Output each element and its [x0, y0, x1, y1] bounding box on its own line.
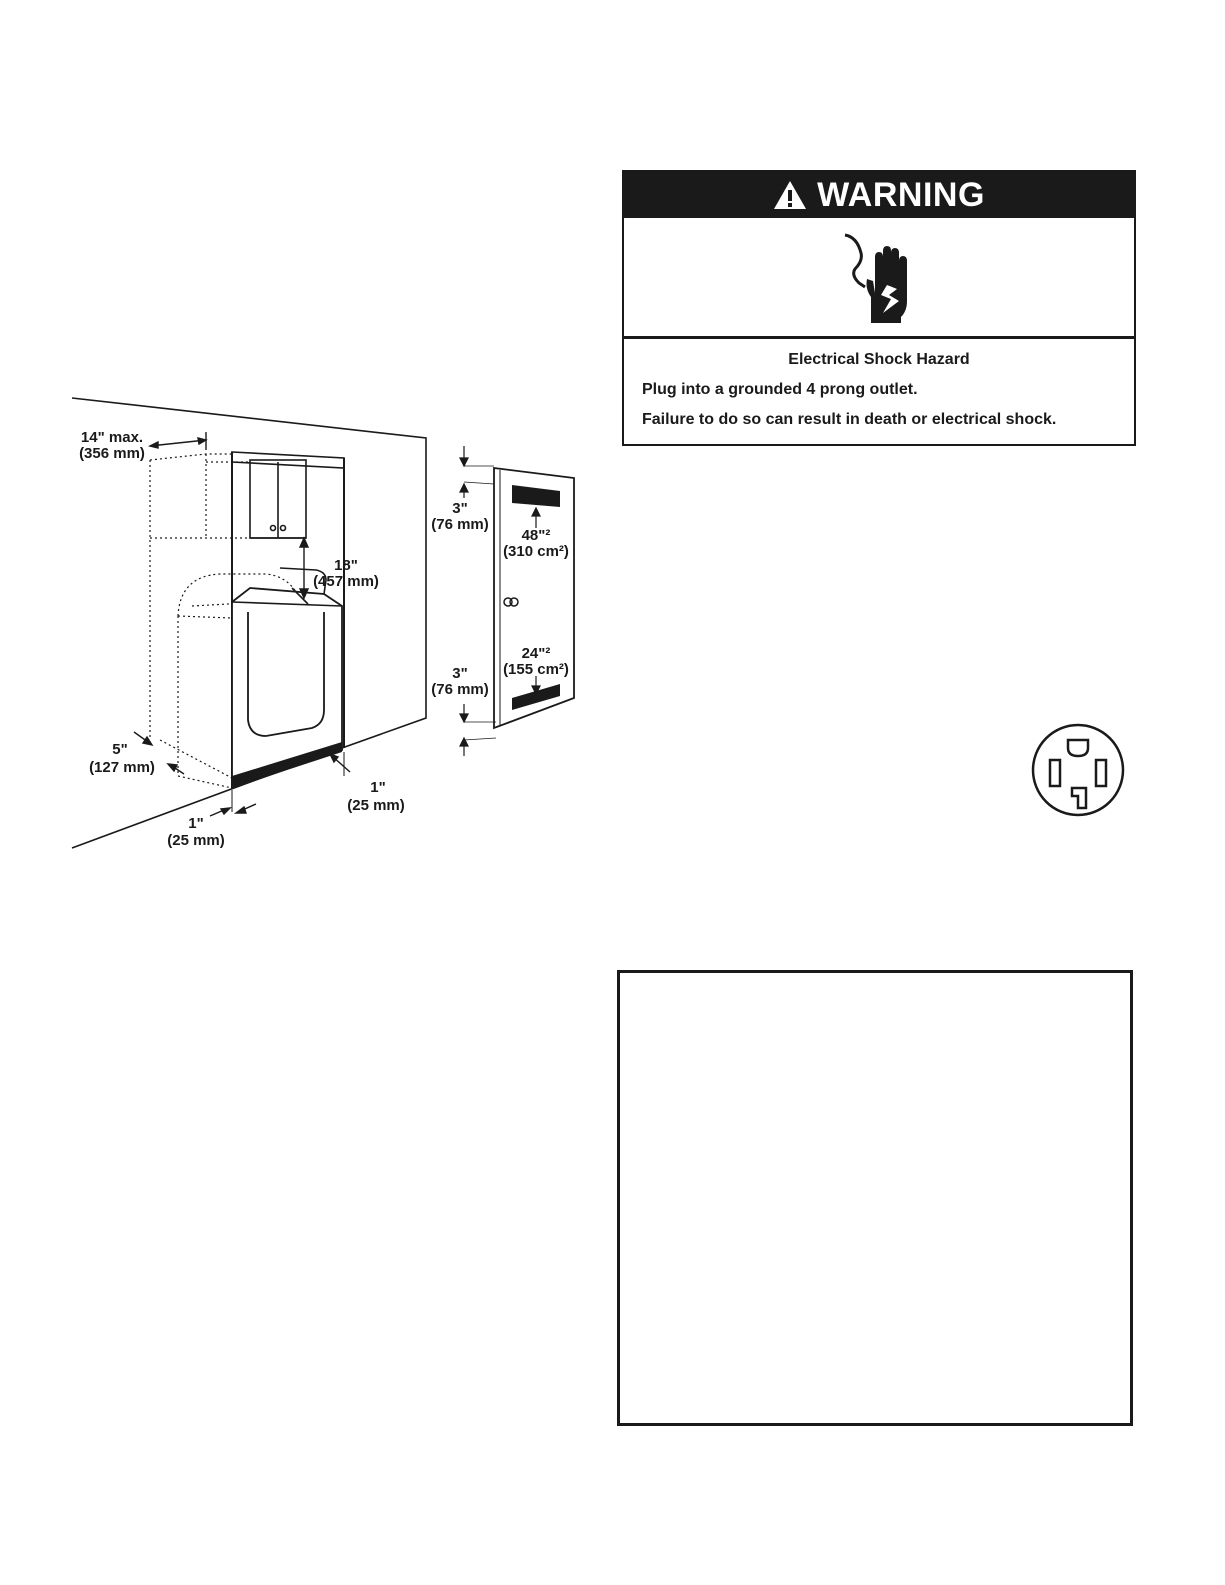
- label-door-top-gap-mm: (76 mm): [431, 516, 489, 533]
- warning-header: [624, 172, 1134, 218]
- hazard-title: Electrical Shock Hazard: [788, 351, 970, 368]
- label-top-vent-cm: (310 cm²): [503, 543, 569, 560]
- label-bottom-left: 1": [188, 815, 204, 832]
- warning-title: WARNING: [817, 175, 985, 214]
- 4-prong-outlet-icon: [1030, 722, 1126, 818]
- label-top-max-mm: (356 mm): [79, 445, 145, 462]
- warning-text: [624, 339, 1134, 429]
- electrical-shock-hand-icon: [839, 227, 919, 327]
- outlet-diagram: [1030, 722, 1126, 818]
- label-side-depth-mm: (127 mm): [89, 759, 155, 776]
- warning-line-2: Failure to do so can result in death or electrical shock.: [642, 411, 1057, 428]
- label-bottom-right-mm: (25 mm): [347, 797, 405, 814]
- label-cabinet-gap: 18": [334, 557, 358, 574]
- label-side-depth: 5": [112, 741, 128, 758]
- label-bottom-vent: 24"²: [521, 645, 551, 662]
- warning-box: [622, 170, 1136, 446]
- label-door-bottom-gap: 3": [452, 665, 468, 682]
- label-top-max: 14" max.: [80, 429, 144, 446]
- label-bottom-left-mm: (25 mm): [167, 832, 225, 849]
- closet-door-illustration: [460, 446, 574, 756]
- label-top-vent: 48"²: [521, 527, 551, 544]
- label-door-bottom-gap-mm: (76 mm): [431, 681, 489, 698]
- label-door-top-gap: 3": [452, 500, 468, 517]
- blank-frame: [617, 970, 1133, 1426]
- installation-clearance-diagram: [60, 380, 600, 870]
- label-cabinet-gap-mm: (457 mm): [313, 573, 379, 590]
- label-bottom-vent-cm: (155 cm²): [503, 661, 569, 678]
- warning-icon-area: [624, 218, 1134, 339]
- label-bottom-right: 1": [370, 779, 386, 796]
- warning-line-1: Plug into a grounded 4 prong outlet.: [642, 381, 918, 398]
- warning-triangle-icon: [773, 179, 807, 211]
- dryer-closet-illustration: [60, 380, 600, 870]
